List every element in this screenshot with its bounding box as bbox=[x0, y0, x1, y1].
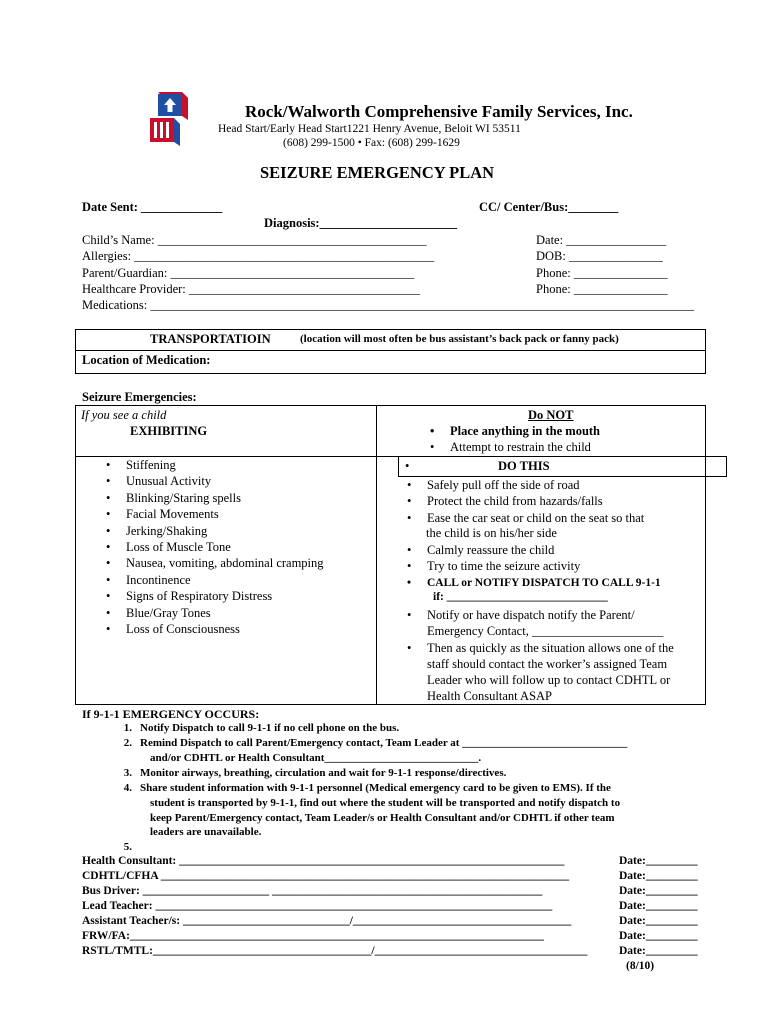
list-item: • Try to time the seizure activity bbox=[407, 558, 661, 574]
sig-frw: FRW/FA:________________________________________________________________________ bbox=[82, 930, 544, 942]
list-item: • Ease the car seat or child on the seat so that bbox=[407, 510, 644, 526]
parent-field: Parent/Guardian: _______________________________________ bbox=[82, 266, 415, 280]
list-item: • Place anything in the mouth bbox=[430, 423, 600, 439]
exhibiting-label: EXHIBITING bbox=[130, 424, 208, 438]
list-item: • Attempt to restrain the child bbox=[430, 439, 600, 455]
date-lead: Date:_________ bbox=[619, 900, 698, 912]
step-3: 3. Monitor airways, breathing, circulation and wait for 9-1-1 response/directives. bbox=[123, 767, 507, 779]
allergies-field: Allergies: ________________________________________________ bbox=[82, 249, 435, 263]
list-item: • Calmly reassure the child bbox=[407, 542, 661, 558]
transport-note: (location will most often be bus assistant’s back pack or fanny pack) bbox=[300, 333, 619, 345]
org-address: Head Start/Early Head Start1221 Henry Avenue, Beloit WI 53511 bbox=[218, 123, 521, 135]
date-health: Date:_________ bbox=[619, 855, 698, 867]
actions-list bbox=[407, 477, 644, 526]
cc-field: CC/ Center/Bus:________ bbox=[479, 200, 619, 214]
list-item: • Jerking/Shaking bbox=[106, 523, 324, 539]
list-item: • Nausea, vomiting, abdominal cramping bbox=[106, 555, 324, 571]
list-item: • Unusual Activity bbox=[106, 473, 324, 489]
dob-field: DOB: _______________ bbox=[536, 249, 663, 263]
list-item: • CALL or NOTIFY DISPATCH TO CALL 9-1-1 bbox=[407, 575, 661, 591]
date-rstl: Date:_________ bbox=[619, 945, 698, 957]
list-item: • Blue/Gray Tones bbox=[106, 605, 324, 621]
provider-field: Healthcare Provider: _____________________________________ bbox=[82, 282, 421, 296]
do-this-bullet: • bbox=[405, 459, 410, 473]
date-field: Date: ________________ bbox=[536, 233, 667, 247]
sig-cdhtl: CDHTL/CFHA _______________________________________________________________________ bbox=[82, 870, 570, 882]
action-continuation: Leader who will follow up to contact CDHTL or bbox=[427, 673, 671, 687]
emergencies-heading: Seizure Emergencies: bbox=[82, 390, 197, 404]
diagnosis-field: Diagnosis:______________________ bbox=[264, 216, 458, 230]
list-item: • Notify or have dispatch notify the Parent/ bbox=[407, 607, 635, 623]
step-4-continued: leaders are unavailable. bbox=[150, 826, 262, 838]
date-sent-field: Date Sent: _____________ bbox=[82, 200, 223, 214]
list-item: • Then as quickly as the situation allows one of the bbox=[407, 640, 674, 656]
list-item: • Loss of Muscle Tone bbox=[106, 539, 324, 555]
step-4: 4. Share student information with 9-1-1 personnel (Medical emergency card to be given to EMS). If the bbox=[123, 782, 611, 794]
date-assistant: Date:_________ bbox=[619, 915, 698, 927]
medications-field: Medications: _______________________________________________________________________________________ bbox=[82, 298, 695, 312]
sig-bus-driver: Bus Driver: ______________________ _______________________________________________ bbox=[82, 885, 543, 897]
org-phones: (608) 299-1500 • Fax: (608) 299-1629 bbox=[283, 137, 460, 149]
symptoms-list bbox=[106, 457, 324, 637]
sig-lead-teacher: Lead Teacher: _____________________________________________________________________ bbox=[82, 900, 553, 912]
date-driver: Date:_________ bbox=[619, 885, 698, 897]
emergency-occurs-heading: If 9-1-1 EMERGENCY OCCURS: bbox=[82, 707, 260, 721]
step-4-continued: student is transported by 9-1-1, find out where the student will be transported and notify dispatch to bbox=[150, 797, 621, 809]
sig-rstl: RSTL/TMTL:______________________________________/_____________________________________ bbox=[82, 945, 588, 957]
step-1: 1. Notify Dispatch to call 9-1-1 if no cell phone on the bus. bbox=[123, 722, 400, 734]
step-2: 2. Remind Dispatch to call Parent/Emergency contact, Team Leader at ______________________________ bbox=[123, 737, 628, 749]
list-item: • Incontinence bbox=[106, 572, 324, 588]
revision-date: (8/10) bbox=[626, 960, 655, 972]
action-continuation: Emergency Contact, _____________________ bbox=[427, 624, 664, 638]
logo-blocks bbox=[146, 90, 198, 148]
do-not-label: Do NOT bbox=[528, 408, 574, 422]
step-5: 5. bbox=[123, 841, 132, 853]
transport-label: TRANSPORTATIOIN bbox=[150, 332, 271, 346]
do-not-list bbox=[430, 423, 600, 456]
list-item: • Protect the child from hazards/falls bbox=[407, 493, 644, 509]
page-title: SEIZURE EMERGENCY PLAN bbox=[260, 163, 495, 182]
actions-list-3 bbox=[407, 607, 635, 623]
list-item: • Safely pull off the side of road bbox=[407, 477, 644, 493]
date-frw: Date:_________ bbox=[619, 930, 698, 942]
actions-list-4 bbox=[407, 640, 674, 656]
action-continuation: staff should contact the worker’s assigned Team bbox=[427, 657, 668, 671]
phone-field-1: Phone: _______________ bbox=[536, 266, 668, 280]
do-this-label: DO THIS bbox=[498, 459, 550, 473]
action-continuation: if: ____________________________ bbox=[433, 591, 608, 603]
list-item: • Signs of Respiratory Distress bbox=[106, 588, 324, 604]
if-you-see-label: If you see a child bbox=[81, 408, 167, 422]
child-name-field: Child’s Name: ___________________________________________ bbox=[82, 233, 427, 247]
action-continuation: the child is on his/her side bbox=[426, 526, 557, 540]
list-item: • Loss of Consciousness bbox=[106, 621, 324, 637]
date-cdhtl: Date:_________ bbox=[619, 870, 698, 882]
medication-location: Location of Medication: bbox=[82, 353, 211, 367]
action-continuation: Health Consultant ASAP bbox=[427, 689, 553, 703]
do-this-box bbox=[398, 456, 727, 477]
actions-list-2 bbox=[407, 542, 661, 591]
list-item: • Blinking/Staring spells bbox=[106, 490, 324, 506]
phone-field-2: Phone: _______________ bbox=[536, 282, 668, 296]
step-4-continued: keep Parent/Emergency contact, Team Leader/s or Health Consultant and/or CDHTL if other team bbox=[150, 812, 615, 824]
list-item: • Facial Movements bbox=[106, 506, 324, 522]
org-name: Rock/Walworth Comprehensive Family Services, Inc. bbox=[245, 102, 633, 121]
list-item: • Stiffening bbox=[106, 457, 324, 473]
sig-assistant-teacher: Assistant Teacher/s: _____________________________/______________________________________ bbox=[82, 915, 572, 927]
step-2-continued: and/or CDHTL or Health Consultant____________________________. bbox=[150, 752, 482, 764]
sig-health-consultant: Health Consultant: ___________________________________________________________________ bbox=[82, 855, 565, 867]
